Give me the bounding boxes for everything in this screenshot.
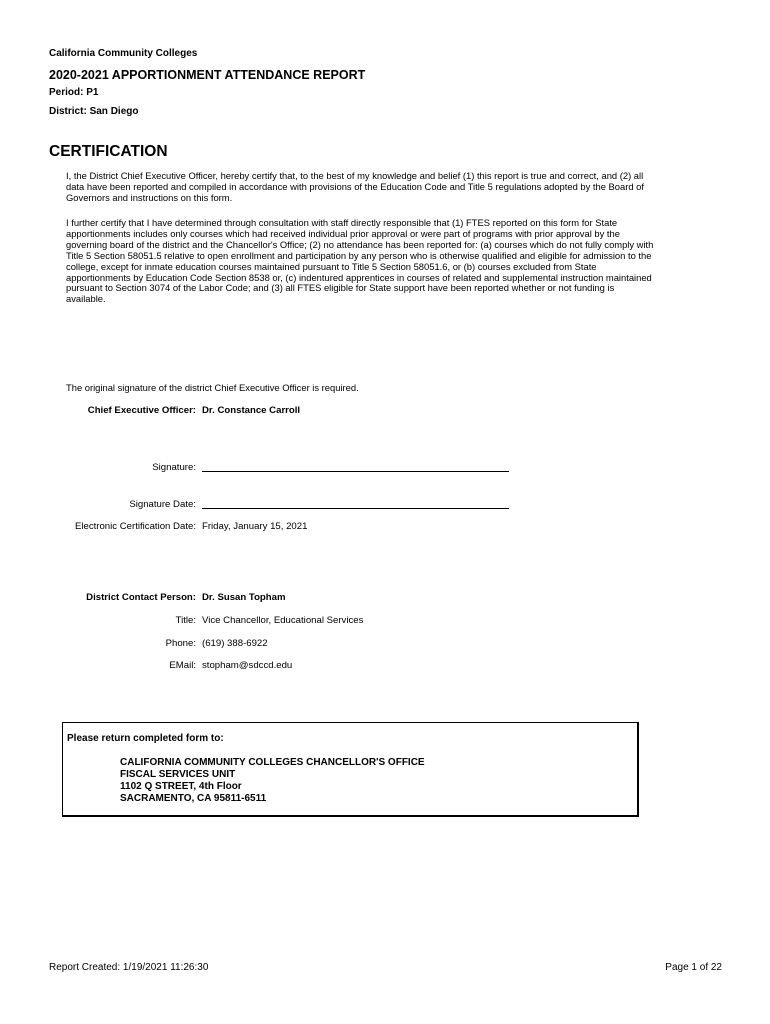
ecert-label: Electronic Certification Date: [74,521,196,532]
district-label: District: [49,106,87,117]
page-number: Page 1 of 22 [665,962,722,973]
ceo-label: Chief Executive Officer: [87,405,196,416]
return-heading: Please return completed form to: [67,733,224,744]
period-row [49,87,98,98]
return-line-4: SACRAMENTO, CA 95811-6511 [120,793,267,804]
report-created: Report Created: 1/19/2021 11:26:30 [49,962,209,973]
signature-label: Signature: [152,462,196,473]
contact-person-name: Dr. Susan Topham [202,592,286,603]
return-line-2: FISCAL SERVICES UNIT [120,769,236,780]
report-title: 2020-2021 APPORTIONMENT ATTENDANCE REPORT [49,68,366,82]
return-address-box [62,722,639,817]
district-value: San Diego [89,106,139,117]
contact-email-value: stopham@sdccd.edu [202,660,293,671]
certification-paragraph-1: I, the District Chief Executive Officer, hereby certify that, to the best of my knowledge and belief (1) this report is true and correct, and (2) all data have been reported and compiled in accordance with provisions of the Education Code and Title 5 regulations adopted by the Board of Governors and instructions on this form. [66,170,644,203]
signature-note: The original signature of the district Chief Executive Officer is required. [66,382,359,393]
contact-phone-value: (619) 388-6922 [202,638,268,649]
district-row [49,106,138,117]
return-line-1: CALIFORNIA COMMUNITY COLLEGES CHANCELLOR'S OFFICE [120,757,425,768]
ecert-value: Friday, January 15, 2021 [202,521,308,532]
contact-title-label: Title: [175,615,196,626]
signature-date-label: Signature Date: [129,499,196,510]
certification-paragraph-2: I further certify that I have determined through consultation with staff directly responsible that (1) FTES reported on this form for State apportionments includes only courses which had received individual prior approval or were part of programs with prior approval by the governing board of the district and the Chancellor's Office; (2) no attendance has been reported for: (a) courses which do not fully comply with Title 5 Section 58051.5 relative to open enrollment and participation by any person who is otherwise qualified and eligible for admission to the college, except for inmate education courses maintained pursuant to Title 5 Section 58051.6, or (b) courses excluded from State apportionments by Education Code Section 8538 or, (c) indentured apprentices in courses of related and supplemental instruction maintained pursuant to Section 3074 of the Labor Code; and (3) all FTES eligible for State support have been reported whether or not funding is available. [66,217,654,305]
contact-title-value: Vice Chancellor, Educational Services [202,615,364,626]
contact-email-label: EMail: [169,660,196,671]
period-value: P1 [86,87,99,98]
org-name: California Community Colleges [49,48,198,59]
signature-date-line[interactable] [202,508,509,509]
return-line-3: 1102 Q STREET, 4th Floor [120,781,242,792]
contact-person-label: District Contact Person: [86,592,196,603]
contact-phone-label: Phone: [165,638,196,649]
signature-line[interactable] [202,471,509,472]
certification-heading: CERTIFICATION [49,143,168,160]
ceo-name: Dr. Constance Carroll [202,405,301,416]
period-label: Period: [49,87,84,98]
